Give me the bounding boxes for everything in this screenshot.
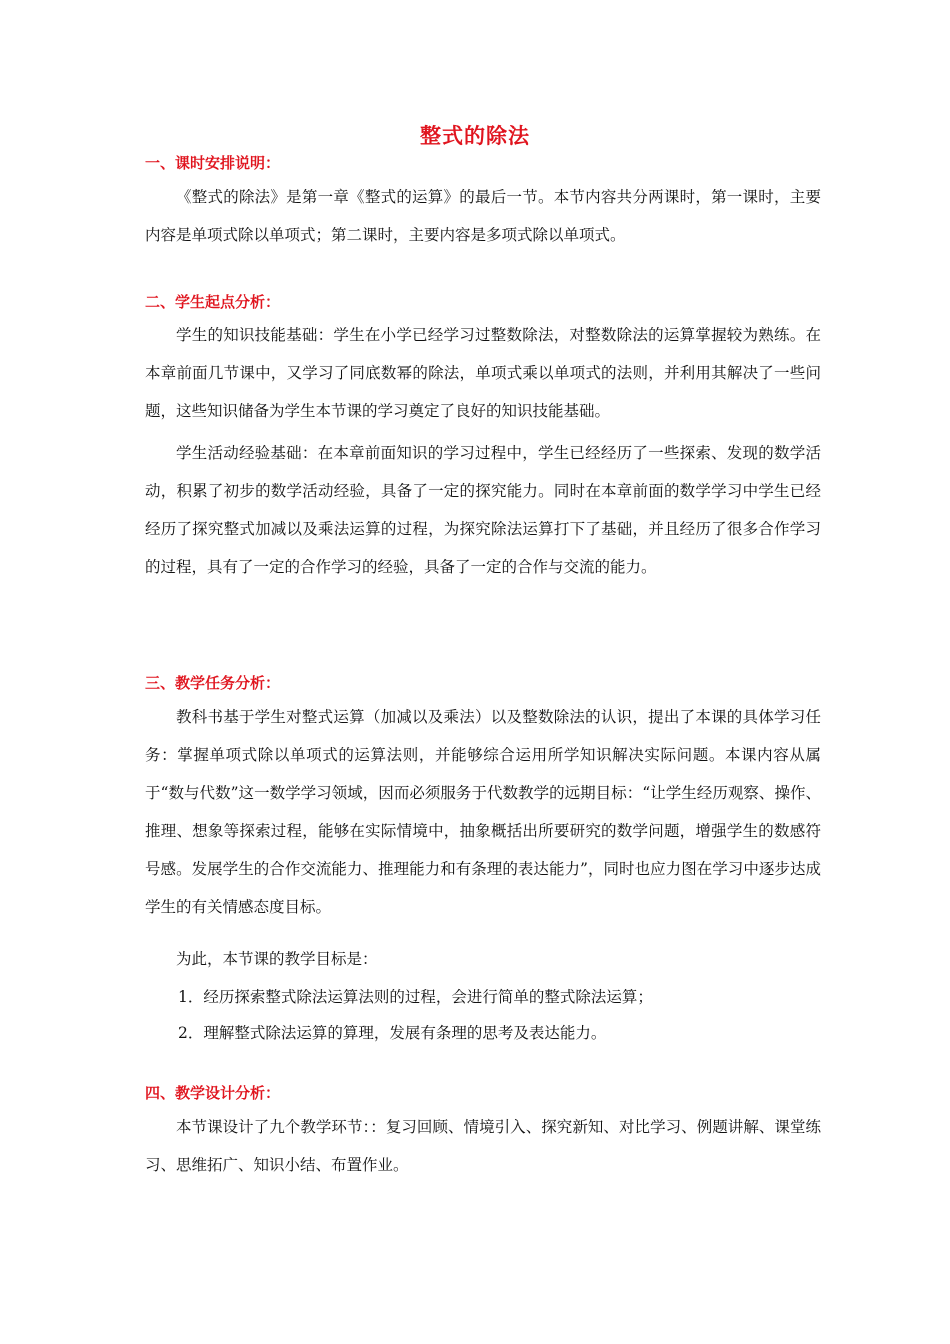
paragraph-design: 本节课设计了九个教学环节：：复习回顾、情境引入、探究新知、对比学习、例题讲解、课堂练习、思维拓广、知识小结、布置作业。 (145, 1118, 821, 1174)
paragraph-experience-basis: 学生活动经验基础：在本章前面知识的学习过程中，学生已经经历了一些探索、发现的数学活动，积累了初步的数学活动经验，具备了一定的探究能力。同时在本章前面的数学学习中学生已经经历了探究整式加减以及乘法运算的过程，为探究除法运算打下了基础，并且经历了很多合作学习的过程，具有了一定的合作学习的经验，具备了一定的合作与交流的能力。 (145, 444, 821, 576)
paragraph-goals-intro: 为此，本节课的教学目标是： (176, 950, 378, 968)
goal-item-2: 2．理解整式除法运算的算理，发展有条理的思考及表达能力。 (178, 1024, 607, 1042)
section-heading-schedule: 一、课时安排说明： (145, 154, 281, 172)
section-heading-student-analysis: 二、学生起点分析： (145, 293, 281, 311)
paragraph-task: 教科书基于学生对整式运算（加减以及乘法）以及整数除法的认识，提出了本课的具体学习任务：掌握单项式除以单项式的运算法则，并能够综合运用所学知识解决实际问题。本课内容从属于“数与代数”这一数学学习领域，因而必须服务于代数教学的远期目标：“让学生经历观察、操作、推理、想象等探索过程，能够在实际情境中，抽象概括出所要研究的数学问题，增强学生的数感符号感。发展学生的合作交流能力、推理能力和有条理的表达能力”，同时也应力图在学习中逐步达成学生的有关情感态度目标。 (145, 708, 821, 916)
section-heading-design-analysis: 四、教学设计分析： (145, 1084, 281, 1102)
goal-item-1: 1．经历探索整式除法运算法则的过程，会进行简单的整式除法运算； (178, 988, 653, 1006)
paragraph-schedule: 《整式的除法》是第一章《整式的运算》的最后一节。本节内容共分两课时，第一课时，主要内容是单项式除以单项式；第二课时，主要内容是多项式除以单项式。 (145, 188, 821, 244)
document-title: 整式的除法 (420, 124, 530, 148)
section-heading-task-analysis: 三、教学任务分析： (145, 674, 281, 692)
paragraph-knowledge-basis: 学生的知识技能基础：学生在小学已经学习过整数除法，对整数除法的运算掌握较为熟练。在本章前面几节课中，又学习了同底数幂的除法，单项式乘以单项式的法则，并利用其解决了一些问题，这些知识储备为学生本节课的学习奠定了良好的知识技能基础。 (145, 326, 821, 420)
